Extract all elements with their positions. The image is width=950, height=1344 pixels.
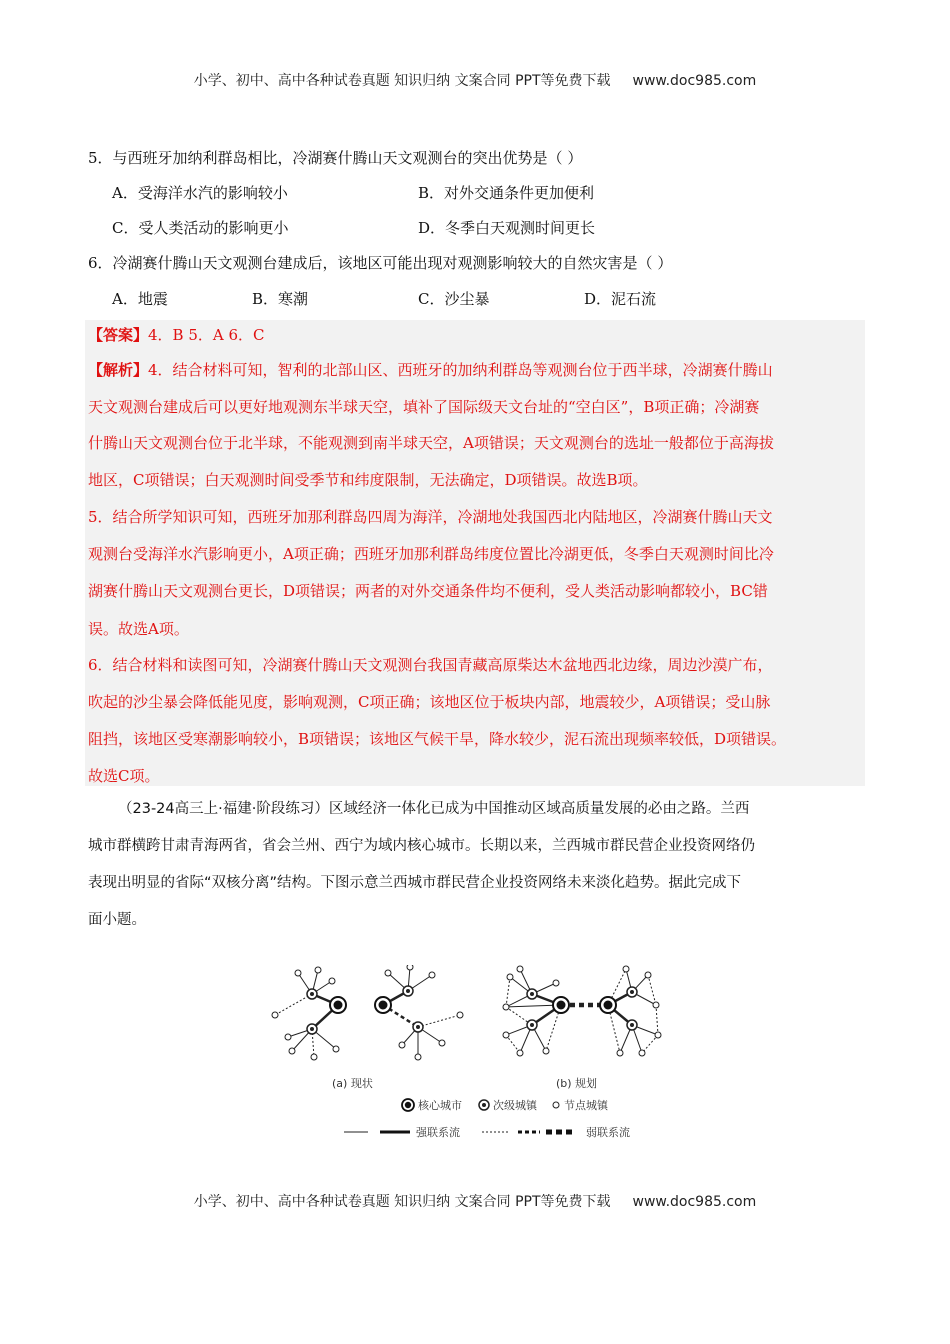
question-6-option-d[interactable]: D．泥石流 xyxy=(584,290,657,308)
answer-line xyxy=(88,324,265,345)
legend-weak-label: 弱联系流 xyxy=(586,1126,630,1139)
caption-b: (b) 规划 xyxy=(556,1077,598,1090)
page-footer xyxy=(0,1191,950,1211)
header-text: 小学、初中、高中各种试卷真题 知识归纳 文案合同 PPT等免费下载 xyxy=(193,73,611,89)
analysis-line: 湖赛什腾山天文观测台更长，D项错误；两者的对外交通条件均不便利，受人类活动影响都较小，BC错 xyxy=(88,582,768,600)
analysis-line: 什腾山天文观测台位于北半球，不能观测到南半球天空，A项错误；天文观测台的选址一般都位于高海拔 xyxy=(88,434,774,452)
analysis-line: 误。故选A项。 xyxy=(88,620,189,638)
question-5-option-a[interactable]: A．受海洋水汽的影响较小 xyxy=(112,184,288,202)
analysis-line: 6．结合材料和读图可知，冷湖赛什腾山天文观测台我国青藏高原柴达木盆地西北边缘，周边沙漠广布， xyxy=(88,656,773,674)
question-6-stem: 6．冷湖赛什腾山天文观测台建成后，该地区可能出现对观测影响较大的自然灾害是（ ） xyxy=(88,254,673,272)
analysis-line: 吹起的沙尘暴会降低能见度，影响观测，C项正确；该地区位于板块内部，地震较少，A项错误；受山脉 xyxy=(88,693,771,711)
caption-a: (a) 现状 xyxy=(332,1077,373,1090)
analysis-line: 观测台受海洋水汽影响更小，A项正确；西班牙加那利群岛纬度位置比冷湖更低，冬季白天观测时间比冷 xyxy=(88,545,774,563)
intro-line: 面小题。 xyxy=(88,912,146,928)
analysis-text: 4．结合材料可知，智利的北部山区、西班牙的加纳利群岛等观测台位于西半球，冷湖赛什腾山 xyxy=(148,361,773,379)
legend-weak xyxy=(482,1125,630,1139)
intro-line: （23-24高三上·福建·阶段练习）区域经济一体化已成为中国推动区域高质量发展的必由之路。兰西 xyxy=(118,801,750,817)
legend-node xyxy=(553,1098,609,1112)
network-diagram xyxy=(270,965,670,1145)
analysis-line: 天文观测台建成后可以更好地观测东半球天空，填补了国际级天文台址的“空白区”，B项正确；冷湖赛 xyxy=(88,398,760,416)
page-header xyxy=(0,70,950,90)
legend-core-label: 核心城市 xyxy=(418,1099,462,1112)
analysis-line: 5．结合所学知识可知，西班牙加那利群岛四周为海洋，冷湖地处我国西北内陆地区，冷湖赛什腾山天文 xyxy=(88,508,773,526)
analysis-line: 地区，C项错误；白天观测时间受季节和纬度限制，无法确定，D项错误。故选B项。 xyxy=(88,471,648,489)
header-url[interactable]: www.doc985.com xyxy=(632,73,757,89)
legend-strong xyxy=(344,1125,460,1139)
legend-node-label: 节点城镇 xyxy=(564,1099,608,1112)
question-5-option-b[interactable]: B．对外交通条件更加便利 xyxy=(418,184,595,202)
footer-url[interactable]: www.doc985.com xyxy=(632,1194,757,1210)
legend-secondary xyxy=(479,1098,538,1112)
question-5-option-d[interactable]: D．冬季白天观测时间更长 xyxy=(418,219,596,237)
question-6-option-c[interactable]: C．沙尘暴 xyxy=(418,290,490,308)
question-5-option-c[interactable]: C．受人类活动的影响更小 xyxy=(112,219,289,237)
footer-text: 小学、初中、高中各种试卷真题 知识归纳 文案合同 PPT等免费下载 xyxy=(193,1194,611,1210)
answer-text: 4．B 5．A 6．C xyxy=(148,326,265,344)
analysis-tag: 【解析】 xyxy=(88,361,149,379)
analysis-line: 故选C项。 xyxy=(88,767,160,785)
legend-core xyxy=(402,1098,462,1112)
intro-line: 城市群横跨甘肃青海两省，省会兰州、西宁为域内核心城市。长期以来，兰西城市群民营企业投资网络仍 xyxy=(88,838,755,854)
intro-line: 表现出明显的省际“双核分离”结构。下图示意兰西城市群民营企业投资网络未来淡化趋势。据此完成下 xyxy=(88,875,742,891)
question-6-option-a[interactable]: A．地震 xyxy=(112,290,168,308)
question-5-stem: 5．与西班牙加纳利群岛相比，冷湖赛什腾山天文观测台的突出优势是（ ） xyxy=(88,149,583,167)
legend-secondary-label: 次级城镇 xyxy=(493,1099,537,1112)
question-6-option-b[interactable]: B．寒潮 xyxy=(252,290,309,308)
analysis-line xyxy=(88,359,773,380)
analysis-line: 阻挡，该地区受寒潮影响较小，B项错误；该地区气候干旱，降水较少，泥石流出现频率较低，D项错误。 xyxy=(88,730,787,748)
answer-tag: 【答案】 xyxy=(88,326,149,344)
legend-strong-label: 强联系流 xyxy=(416,1126,460,1139)
